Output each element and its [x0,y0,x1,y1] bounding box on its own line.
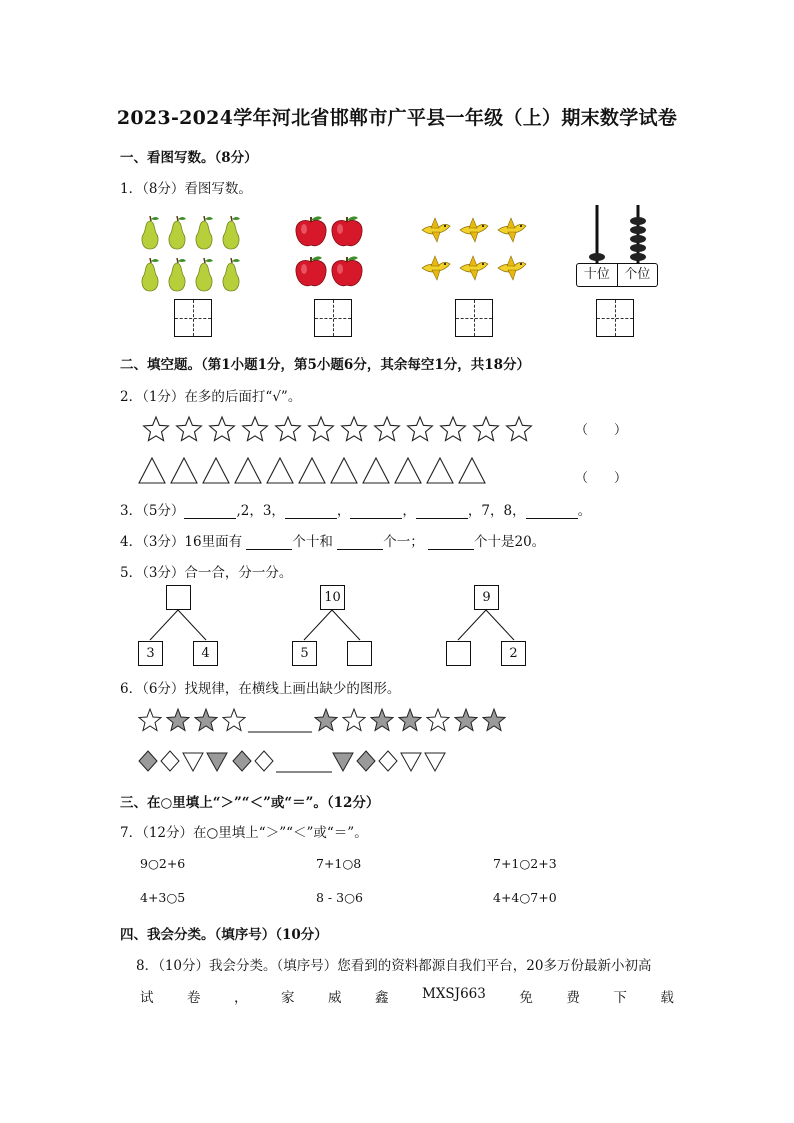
q4-b: 个十和 [292,534,333,550]
abacus [576,203,658,287]
section3-heading: 三、在○里填上“＞”“＜”或“＝”。（12分） [120,795,380,811]
bond-2-top: 10 [320,585,345,610]
q3-part-3: ， [402,503,416,519]
answer-paren-stars[interactable]: （ ） [575,423,628,438]
number-bond-3 [444,584,528,668]
answer-grid-pears[interactable] [174,299,212,337]
pears-image [134,212,252,294]
bond-1-left: 3 [138,641,163,666]
bond-3-left[interactable] [446,641,471,666]
stars-row [140,413,540,445]
q8-char-5: 威 [328,990,342,1006]
q8-char-6: 鑫 [375,990,389,1006]
bond-3-right: 2 [501,641,526,666]
tens-label: 十位 [577,264,618,286]
answer-paren-triangles[interactable]: （ ） [575,471,628,486]
q8-code: MXSJ663 [422,986,486,1002]
blank-4c[interactable] [428,536,474,551]
q4-d: 个十是20。 [474,534,546,550]
question-4 [120,530,545,550]
bond-3-top: 9 [474,585,499,610]
blank-3a[interactable] [184,505,236,520]
question-8-line1: 8．（10分）我会分类。（填序号）您看到的资料都源自我们平台，20多万份最新小初高 [136,958,652,974]
question-8-line2 [140,986,674,1006]
q8-char-9: 下 [613,990,627,1006]
question-2: 2．（1分）在多的后面打“√”。 [120,389,302,405]
number-bond-1 [136,584,220,668]
blank-3e[interactable] [526,505,578,520]
birds-image [418,214,530,286]
abacus-rods [576,203,658,265]
bond-1-top[interactable] [166,585,191,610]
blank-4a[interactable] [246,536,292,551]
question-5: 5．（3分）合一合，分一分。 [120,565,293,581]
answer-grid-apples[interactable] [314,299,352,337]
section4-heading: 四、我会分类。（填序号）（10分） [120,927,328,943]
blank-3b[interactable] [285,505,337,520]
question-3-prefix: 3．（5分） [120,503,185,519]
question-7: 7．（12分）在○里填上“＞”“＜”或“＝”。 [120,825,368,841]
q3-part-5: 。 [577,503,592,519]
answer-grid-birds[interactable] [455,299,493,337]
q4-c: 个一； [383,534,424,550]
compare-expr-6[interactable]: 4+4○7+0 [493,890,557,905]
q8-char-1: 试 [140,990,154,1006]
blank-3d[interactable] [416,505,468,520]
section2-heading: 二、填空题。（第1小题1分，第5小题6分，其余每空1分，共18分） [120,357,531,373]
q3-part-2: ， [336,503,351,519]
number-bond-2 [290,584,374,668]
blank-4b[interactable] [337,536,383,551]
question-6: 6．（6分）找规律，在横线上画出缺少的图形。 [120,681,401,697]
q8-char-10: 载 [660,990,674,1006]
bond-1-right: 4 [193,641,218,666]
section1-heading: 一、看图写数。（8分） [120,150,258,166]
bond-2-left: 5 [292,641,317,666]
apples-image [294,212,370,290]
compare-expr-4[interactable]: 4+3○5 [140,890,186,905]
q8-char-8: 费 [566,990,580,1006]
answer-grid-abacus[interactable] [596,299,634,337]
q4-a: 4．（3分）16里面有 [120,534,243,550]
abacus-base [576,263,658,287]
compare-expr-1[interactable]: 9○2+6 [140,856,186,871]
q3-part-4: ，7，8， [467,503,526,519]
shape-pattern-row [136,748,456,776]
question-3 [120,499,591,519]
ones-label: 个位 [624,267,651,282]
q8-char-3: ， [234,990,248,1006]
q8-char-7: 免 [519,990,533,1006]
bond-2-right[interactable] [347,641,372,666]
blank-3c[interactable] [350,505,402,520]
triangles-row [136,455,498,487]
question-1: 1．（8分）看图写数。 [120,181,252,197]
compare-expr-2[interactable]: 7+1○8 [316,856,362,871]
star-pattern-row [136,706,506,736]
page-title: 2023-2024学年河北省邯郸市广平县一年级（上）期末数学试卷 [116,107,678,129]
compare-expr-5[interactable]: 8 - 3○6 [316,890,363,905]
q3-part-1: ,2，3， [236,503,285,519]
q8-char-2: 卷 [187,990,201,1006]
compare-expr-3[interactable]: 7+1○2+3 [493,856,557,871]
q8-char-4: 家 [281,990,295,1006]
